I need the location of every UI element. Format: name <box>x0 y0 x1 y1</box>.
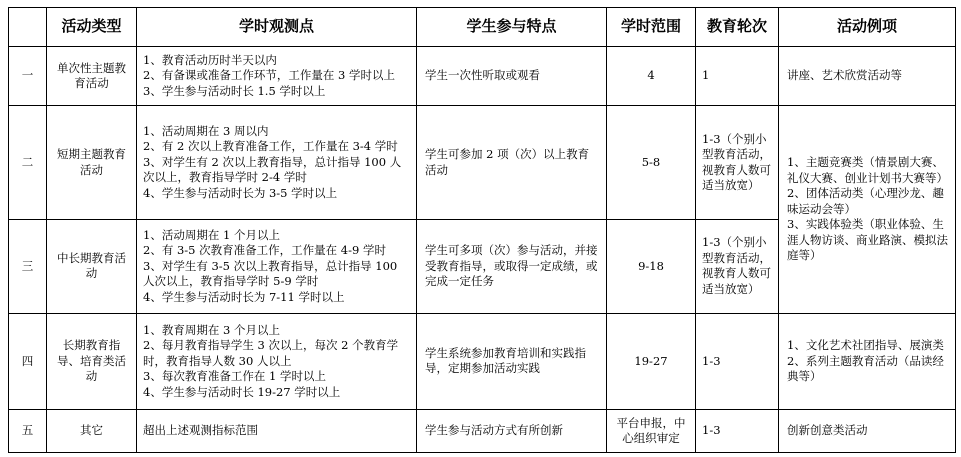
examples-cell: 1、文化艺术社团指导、展演类 2、系列主题教育活动（品读经典等） <box>787 338 944 384</box>
row-index: 三 <box>9 219 47 313</box>
activity-type-cell: 短期主题教育活动 <box>47 106 137 220</box>
observation-points-cell: 超出上述观测指标范围 <box>137 410 417 453</box>
participation-features-cell: 学生一次性听取或观看 <box>417 47 607 106</box>
education-rounds-cell: 1 <box>696 47 779 106</box>
table-row <box>9 410 956 453</box>
observation-points-cell: 1、教育活动历时半天以内 2、有备课或准备工作环节，工作量在 3 学时以上 3、学生参与活动时长 1.5 学时以上 <box>143 52 395 98</box>
education-rounds-cell: 1-3（个别小型教育活动，视教育人数可适当放宽） <box>696 106 779 220</box>
education-rounds-cell: 1-3（个别小型教育活动，视教育人数可适当放宽） <box>696 219 779 313</box>
participation-features-cell: 学生参与活动方式有所创新 <box>417 410 607 453</box>
activity-type-cell: 其它 <box>47 410 137 453</box>
header-activity-type: 活动类型 <box>47 8 137 47</box>
participation-features-cell: 学生可多项（次）参与活动，并接受教育指导，或取得一定成绩，或完成一定任务 <box>417 219 607 313</box>
education-rounds-cell: 1-3 <box>696 410 779 453</box>
activity-type-cell: 单次性主题教育活动 <box>47 47 137 106</box>
header-observation-points: 学时观测点 <box>137 8 417 47</box>
header-education-rounds: 教育轮次 <box>696 8 779 47</box>
hour-range-cell: 5-8 <box>607 106 696 220</box>
header-row <box>9 8 956 47</box>
observation-points-cell: 1、活动周期在 1 个月以上 2、有 3-5 次教育准备工作，工作量在 4-9 学时 3、对学生有 3-5 次以上教育指导，总计指导 100 人次以上，教育指导学时 5-9 学时 4、学生参与活动时长为 7-11 学时以上 <box>143 227 398 304</box>
activity-hours-table <box>8 7 956 453</box>
header-examples: 活动例项 <box>779 8 956 47</box>
row-index: 四 <box>9 313 47 409</box>
row-index: 二 <box>9 106 47 220</box>
education-rounds-cell: 1-3 <box>696 313 779 409</box>
participation-features-cell: 学生系统参加教育培训和实践指导，定期参加活动实践 <box>417 313 607 409</box>
examples-cell: 创新创意类活动 <box>779 410 956 453</box>
observation-points-cell: 1、教育周期在 3 个月以上 2、每月教育指导学生 3 次以上，每次 2 个教育学时，教育指导人数 30 人以上 3、每次教育准备工作在 1 学时以上 4、学生参与活动时长 19-27 学时以上 <box>143 322 399 399</box>
activity-type-cell: 长期教育指导、培育类活动 <box>47 313 137 409</box>
table-row <box>9 106 956 220</box>
activity-type-cell: 中长期教育活动 <box>47 219 137 313</box>
participation-features-cell: 学生可参加 2 项（次）以上教育活动 <box>417 106 607 220</box>
hour-range-cell: 19-27 <box>607 313 696 409</box>
row-index: 一 <box>9 47 47 106</box>
header-index <box>9 8 47 47</box>
header-hour-range: 学时范围 <box>607 8 696 47</box>
hour-range-cell: 4 <box>607 47 696 106</box>
hour-range-cell: 9-18 <box>607 219 696 313</box>
table-row <box>9 313 956 409</box>
examples-merged-cell: 1、主题竞赛类（情景剧大赛、礼仪大赛、创业计划书大赛等） 2、团体活动类（心理沙龙、趣味运动会等） 3、实践体验类（职业体验、生涯人物访谈、商业路演、模拟法庭等） <box>787 155 948 263</box>
observation-points-cell: 1、活动周期在 3 周以内 2、有 2 次以上教育准备工作，工作量在 3-4 学时 3、对学生有 2 次以上教育指导，总计指导 100 人次以上，教育指导学时 2-4 学时 4、学生参与活动时长为 3-5 学时以上 <box>143 123 402 200</box>
examples-cell: 讲座、艺术欣赏活动等 <box>779 47 956 106</box>
header-participation-features: 学生参与特点 <box>417 8 607 47</box>
row-index: 五 <box>9 410 47 453</box>
hour-range-cell: 平台申报，中心组织审定 <box>607 410 696 453</box>
table-row <box>9 47 956 106</box>
